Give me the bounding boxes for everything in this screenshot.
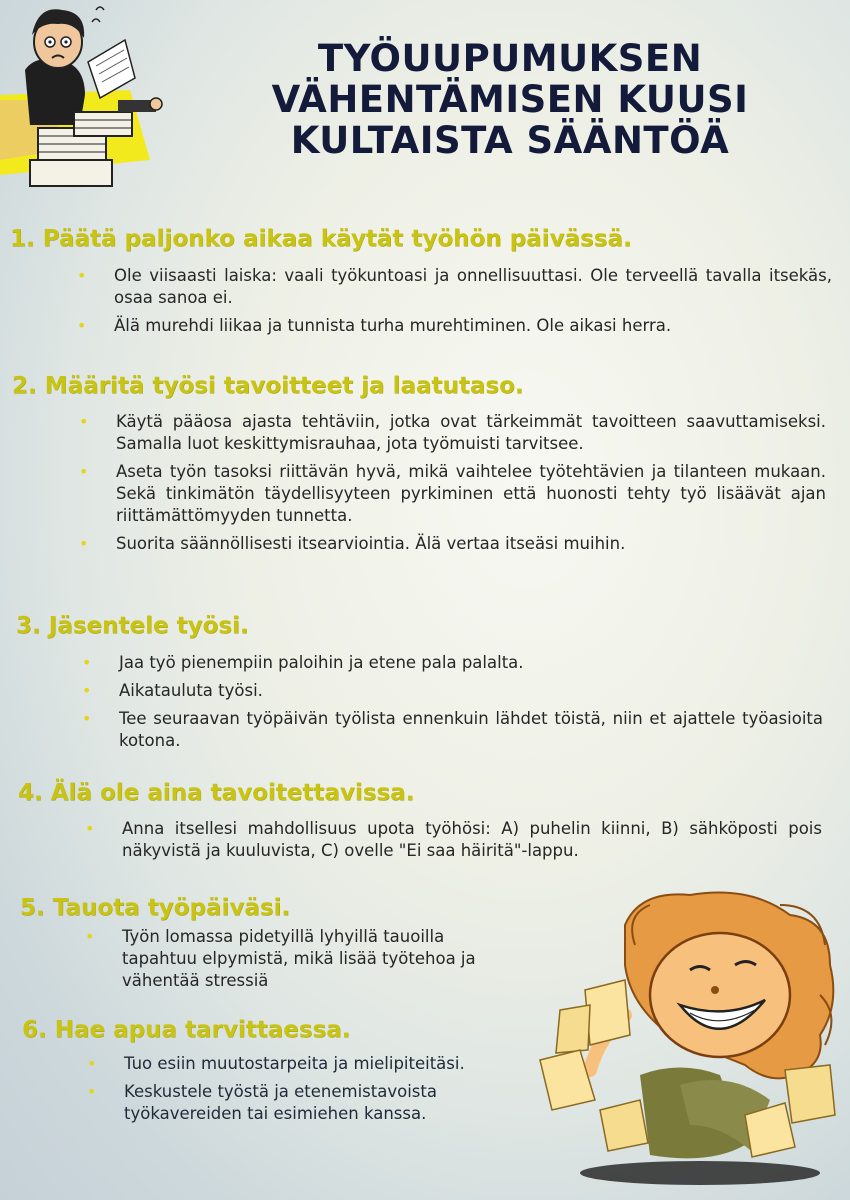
bullet-dot-icon: • (82, 653, 92, 672)
bullet-dot-icon: • (82, 681, 92, 700)
happy-person-illustration (530, 885, 850, 1190)
bullet-dot-icon: • (77, 266, 87, 285)
title-line-1: TYÖUUPUMUKSEN (317, 37, 703, 80)
section-4-list (85, 818, 822, 868)
stressed-worker-illustration (0, 0, 175, 200)
list-item: • Työn lomassa pidetyillä lyhyillä tauoilla tapahtuu elpymistä, mikä lisää työtehoa ja vähentää stressiä (85, 927, 476, 990)
bullet-dot-icon: • (82, 709, 92, 728)
section-6-list (87, 1053, 544, 1131)
section-4-heading: 4. Älä ole aina tavoitettavissa. (18, 780, 415, 806)
bullet-dot-icon: • (79, 534, 89, 553)
page-title (250, 38, 770, 161)
list-item: • Aikatauluta työsi. (82, 681, 263, 700)
section-3-heading: 3. Jäsentele työsi. (16, 613, 249, 639)
list-item: • Keskustele työstä ja etenemistavoista työkavereiden tai esimiehen kanssa. (87, 1082, 437, 1123)
list-item: • Anna itsellesi mahdollisuus upota työhösi: A) puhelin kiinni, B) sähköposti pois näkyvistä ja kuuluvista, C) ovelle "Ei saa häiritä"-lappu. (85, 819, 822, 860)
bullet-dot-icon: • (85, 927, 95, 946)
list-item: • Älä murehdi liikaa ja tunnista turha murehtiminen. Ole aikasi herra. (77, 316, 672, 335)
list-item: • Suorita säännöllisesti itsearviointia. Älä vertaa itseäsi muihin. (79, 534, 626, 553)
list-item: • Tuo esiin muutostarpeita ja mielipiteitäsi. (87, 1054, 465, 1073)
bullet-dot-icon: • (77, 316, 87, 335)
bullet-dot-icon: • (79, 412, 89, 431)
title-line-2: VÄHENTÄMISEN KUUSI (271, 78, 749, 121)
list-item: • Käytä pääosa ajasta tehtäviin, jotka ovat tärkeimmät tavoitteen saavuttamiseksi. Samalla luot keskittymisrauhaa, jota työmuisti tarvitsee. (79, 412, 826, 453)
section-5-heading: 5. Tauota työpäiväsi. (20, 895, 291, 921)
section-3-list (82, 652, 823, 758)
list-item: • Jaa työ pienempiin paloihin ja etene pala palalta. (82, 653, 524, 672)
section-6-heading: 6. Hae apua tarvittaessa. (22, 1017, 351, 1043)
section-2-list (79, 411, 826, 561)
bullet-dot-icon: • (87, 1054, 97, 1073)
section-5-list (85, 926, 522, 998)
section-1-list (77, 265, 832, 343)
list-item: • Tee seuraavan työpäivän työlista ennenkuin lähdet töistä, niin et ajattele työasioita kotona. (82, 709, 823, 750)
section-1-heading: 1. Päätä paljonko aikaa käytät työhön päivässä. (10, 226, 632, 252)
bullet-dot-icon: • (85, 819, 95, 838)
title-line-3: KULTAISTA SÄÄNTÖÄ (290, 119, 730, 162)
section-2-heading: 2. Määritä työsi tavoitteet ja laatutaso. (12, 373, 524, 399)
bullet-dot-icon: • (87, 1082, 97, 1101)
list-item: • Ole viisaasti laiska: vaali työkuntoasi ja onnellisuuttasi. Ole terveellä tavalla itsekäs, osaa sanoa ei. (77, 266, 832, 307)
bullet-dot-icon: • (79, 462, 89, 481)
list-item: • Aseta työn tasoksi riittävän hyvä, mikä vaihtelee työtehtävien ja tilanteen mukaan. Sekä tinkimätön täydellisyyteen pyrkiminen että huonosti tehty työ lisäävät ajan riittämättömyyden tunnetta. (79, 462, 826, 525)
